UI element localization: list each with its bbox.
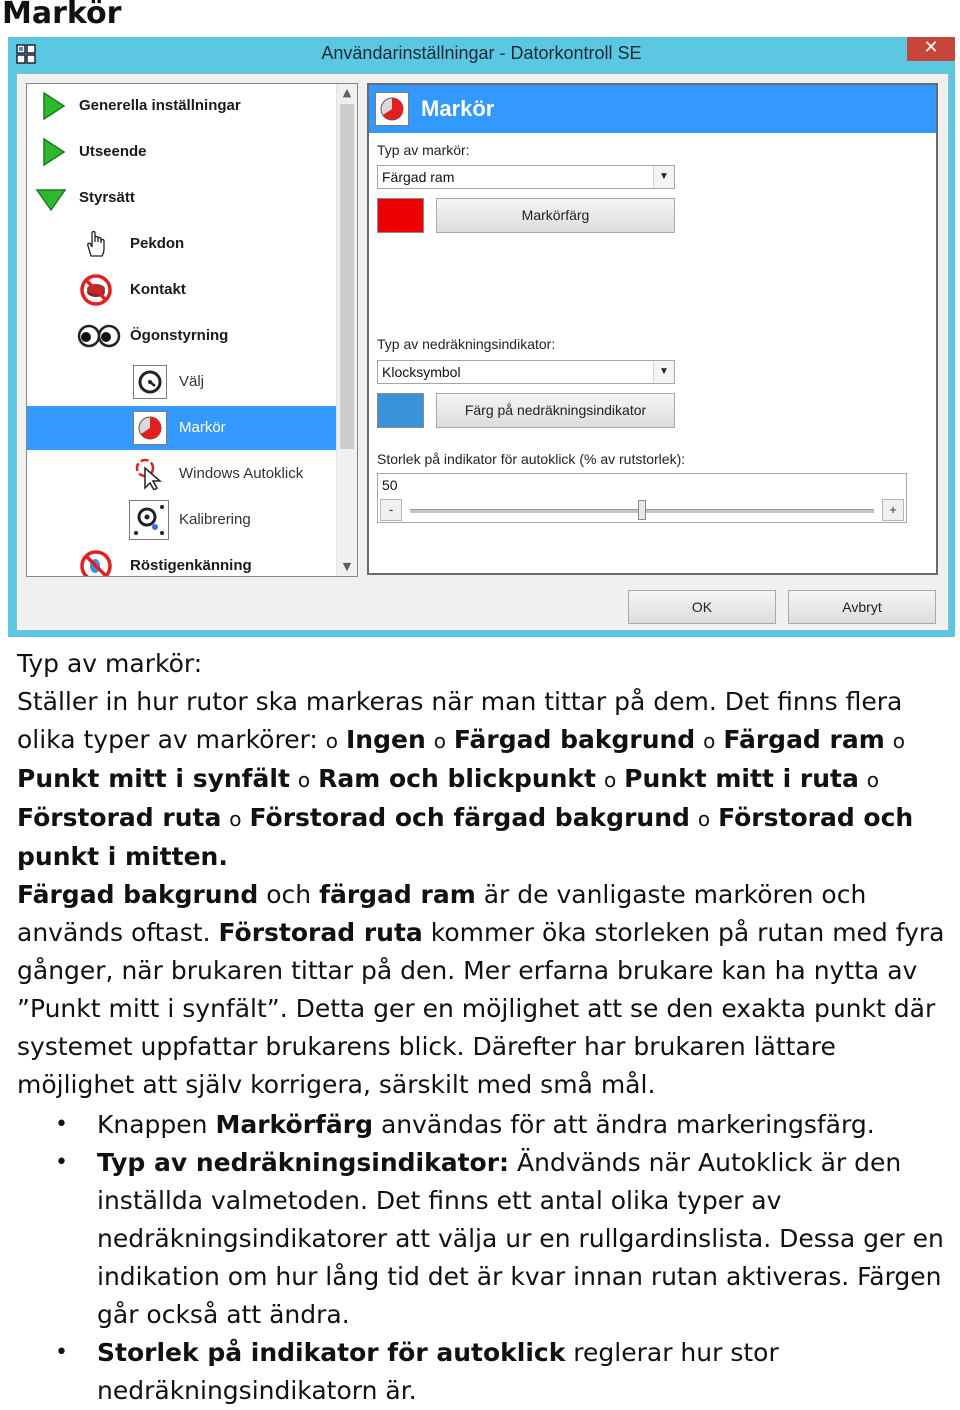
list-item — [17, 1106, 960, 1144]
list-bullet: • — [55, 1150, 68, 1175]
tree-item-ogonstyrning[interactable] — [27, 314, 336, 358]
list-bullet: o — [433, 729, 446, 753]
scroll-up-icon[interactable]: ▲ — [342, 86, 352, 99]
tree-item-label: Kalibrering — [179, 511, 251, 528]
tree-scrollbar[interactable] — [336, 84, 357, 576]
slider-decrease-button[interactable]: - — [380, 499, 402, 521]
tree-item-windows-autoklick[interactable] — [27, 452, 336, 496]
dwell-clock-icon — [133, 365, 167, 399]
list-item — [17, 1144, 960, 1334]
switch-prohibited-icon — [80, 274, 112, 306]
autoclick-cursor-icon — [133, 458, 165, 490]
marker-type-value: Färgad ram — [382, 169, 455, 185]
marker-type-item: Förstorad och punkt i mitten. — [17, 803, 914, 871]
list-bullet: • — [55, 1340, 68, 1365]
tree-item-label: Utseende — [79, 143, 147, 160]
tree-item-markor[interactable] — [27, 406, 336, 450]
marker-type-item: Punkt mitt i ruta — [624, 764, 859, 793]
tree-item-utseende[interactable] — [27, 130, 336, 174]
play-right-icon — [37, 136, 69, 168]
scroll-down-icon[interactable]: ▼ — [342, 560, 352, 573]
tree-item-kontakt[interactable] — [27, 268, 336, 312]
tree-item-pekdon[interactable] — [27, 222, 336, 266]
list-bullet: o — [297, 768, 311, 792]
panel-header — [369, 85, 936, 133]
list-bullet: o — [892, 729, 905, 753]
hand-cursor-icon — [80, 228, 112, 260]
body-text: Ändvänds när Autoklick är den inställda valmetoden. Det finns ett antal olika typer av nedräkningsindikatorer att välja ur en rullgardinslista. Dessa ger en indikation om hur lång tid det är kvar innan rutan aktiveras. Färgen går också att ändra. — [97, 1148, 944, 1329]
countdown-type-dropdown[interactable] — [377, 360, 675, 384]
marker-color-button[interactable]: Markörfärg — [436, 198, 675, 233]
list-bullet: o — [603, 768, 617, 792]
body-text: är de vanligaste markören och används oftast. — [17, 880, 867, 947]
settings-window — [8, 37, 955, 637]
panel-title: Markör — [421, 96, 495, 121]
bold-term: Färgad bakgrund — [17, 880, 259, 909]
tree-item-label: Ögonstyrning — [130, 327, 229, 344]
bold-term: Typ av nedräkningsindikator: — [97, 1148, 510, 1177]
description-paragraph — [17, 876, 960, 1104]
ok-button[interactable]: OK — [628, 590, 776, 624]
marker-color-swatch — [377, 198, 424, 233]
countdown-color-swatch — [377, 393, 424, 428]
tree-item-rostigenkanning[interactable] — [27, 544, 336, 577]
tree-item-styrsatt[interactable] — [27, 176, 336, 220]
list-bullet: o — [229, 807, 242, 831]
tree-item-kalibrering[interactable] — [27, 498, 336, 542]
tree-item-label: Windows Autoklick — [179, 465, 304, 482]
feature-list — [17, 1106, 960, 1410]
list-bullet: • — [55, 1112, 68, 1137]
body-text: kommer öka storleken på rutan med fyra gånger, när brukaren tittar på den. Mer erfarna brukare kan ha nytta av ”Punkt mitt i synfält”. Detta ger en möjlighet att se den exakta punkt där systemet uppfattar brukarens blick. Därefter har brukaren lättare möjlighet att själv korrigera, särskilt med små mål. — [17, 918, 945, 1099]
tree-item-valj[interactable] — [27, 360, 336, 404]
cancel-button[interactable]: Avbryt — [788, 590, 936, 624]
countdown-color-button[interactable]: Färg på nedräkningsindikator — [436, 393, 675, 428]
intro-text: Ställer in hur rutor ska markeras när man tittar på dem. Det finns flera olika typer av markörer: — [17, 687, 903, 754]
indicator-size-value[interactable]: 50 — [382, 477, 398, 493]
list-bullet: o — [866, 768, 880, 792]
marker-types-paragraph — [17, 683, 960, 876]
chevron-down-icon: ▼ — [653, 361, 674, 383]
scroll-thumb[interactable] — [340, 104, 354, 449]
bold-term: Förstorad ruta — [218, 918, 423, 947]
body-text: reglerar hur stor nedräkningsindikatorn är. — [97, 1338, 779, 1405]
marker-settings-panel — [367, 83, 938, 575]
pie-marker-icon — [375, 92, 409, 126]
bold-term: Storlek på indikator för autoklick — [97, 1338, 566, 1367]
page-heading: Markör — [2, 0, 122, 31]
marker-type-item: Ram och blickpunkt — [318, 764, 597, 793]
tree-item-generella[interactable] — [27, 84, 336, 128]
list-bullet: o — [325, 729, 339, 753]
settings-tree — [26, 83, 358, 577]
marker-type-label: Typ av markör: — [377, 142, 470, 158]
countdown-type-value: Klocksymbol — [382, 364, 461, 380]
title-bar[interactable] — [8, 37, 955, 71]
indicator-size-label: Storlek på indikator för autoklick (% av rutstorlek): — [377, 451, 686, 467]
body-text: användas för att ändra markeringsfärg. — [373, 1110, 875, 1139]
play-right-icon — [37, 90, 69, 122]
bold-term: färgad ram — [319, 880, 476, 909]
pie-marker-icon — [133, 411, 167, 445]
slider-increase-button[interactable]: + — [882, 499, 904, 521]
marker-type-dropdown[interactable] — [377, 165, 675, 189]
list-bullet: o — [697, 807, 711, 831]
eyes-icon — [77, 320, 121, 352]
tree-item-label: Kontakt — [130, 281, 186, 298]
marker-type-item: Förstorad och färgad bakgrund — [249, 803, 690, 832]
voice-prohibited-icon — [80, 550, 112, 577]
body-text: Knappen — [97, 1110, 216, 1139]
document-text — [17, 645, 960, 1410]
window-title: Användarinställningar - Datorkontroll SE — [321, 43, 642, 63]
indicator-size-slider[interactable] — [380, 499, 904, 521]
tree-item-label: Styrsätt — [79, 189, 135, 206]
play-down-icon — [35, 182, 67, 214]
marker-type-item: Punkt mitt i synfält — [17, 764, 290, 793]
tree-item-label: Välj — [179, 373, 205, 390]
tree-item-label: Markör — [179, 419, 226, 436]
calibration-icon — [129, 500, 169, 540]
marker-type-item: Förstorad ruta — [17, 803, 222, 832]
chevron-down-icon: ▼ — [653, 166, 674, 188]
marker-type-item: Färgad ram — [723, 725, 885, 754]
marker-type-item: Färgad bakgrund — [453, 725, 696, 754]
tree-item-label: Generella inställningar — [79, 97, 241, 114]
close-button[interactable]: ✕ — [907, 37, 955, 61]
tree-item-label: Röstigenkänning — [130, 557, 252, 574]
list-item — [17, 1334, 960, 1410]
slider-thumb[interactable] — [638, 500, 646, 520]
window-client — [16, 73, 949, 631]
countdown-type-label: Typ av nedräkningsindikator: — [377, 336, 556, 352]
marker-type-item: Ingen — [346, 725, 426, 754]
section-title: Typ av markör: — [17, 649, 203, 678]
indicator-size-control — [377, 473, 907, 523]
list-bullet: o — [703, 729, 716, 753]
body-text: och — [258, 880, 320, 909]
bold-term: Markörfärg — [215, 1110, 373, 1139]
tree-item-label: Pekdon — [130, 235, 185, 252]
